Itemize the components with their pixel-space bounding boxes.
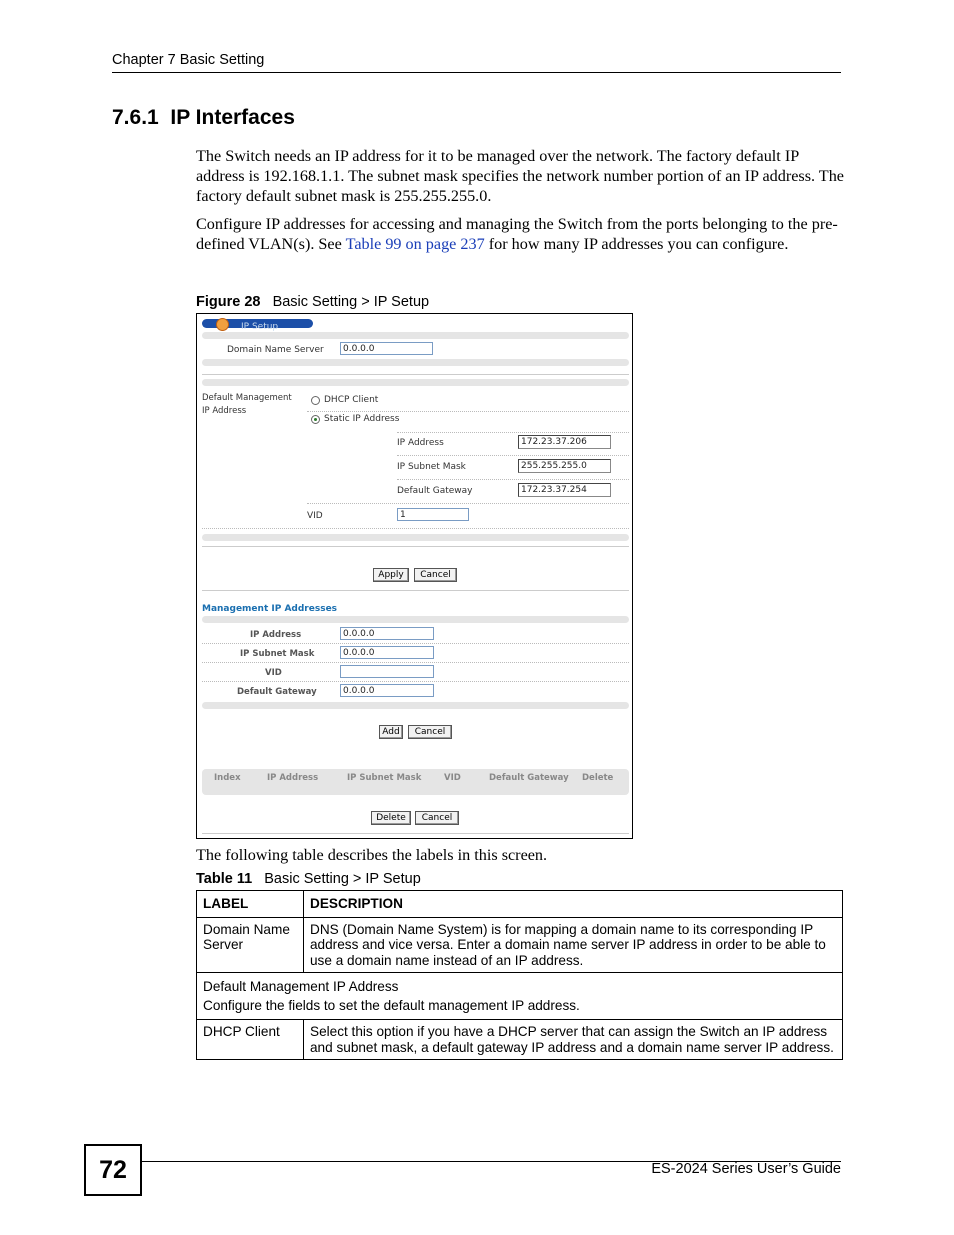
mgmt-gateway-input[interactable]: 0.0.0.0 bbox=[340, 684, 434, 697]
default-gateway-label: Default Gateway bbox=[397, 486, 473, 496]
apply-button[interactable]: Apply bbox=[373, 568, 409, 582]
divider bbox=[202, 681, 629, 682]
table-row bbox=[197, 1020, 843, 1060]
row-description: Select this option if you have a DHCP server that can assign the Switch an IP address and subnet mask, a default gateway IP address and a domain name server IP address. bbox=[304, 1020, 843, 1060]
cancel-button[interactable]: Cancel bbox=[408, 725, 452, 739]
col-ip-address: IP Address bbox=[267, 773, 319, 783]
figure-caption bbox=[196, 294, 429, 310]
domain-name-server-label: Domain Name Server bbox=[227, 345, 324, 355]
delete-button[interactable]: Delete bbox=[371, 811, 411, 825]
dhcp-client-label: DHCP Client bbox=[324, 395, 379, 405]
vid-label: VID bbox=[307, 511, 323, 521]
cancel-button[interactable]: Cancel bbox=[414, 568, 457, 582]
band-bottom bbox=[202, 702, 629, 709]
table-row bbox=[197, 917, 843, 973]
col-subnet-mask: IP Subnet Mask bbox=[347, 773, 422, 783]
band-top bbox=[202, 332, 629, 339]
col-vid: VID bbox=[444, 773, 461, 783]
description-header: DESCRIPTION bbox=[304, 891, 843, 918]
divider bbox=[397, 432, 629, 433]
vid-input[interactable]: 1 bbox=[397, 508, 469, 521]
add-button[interactable]: Add bbox=[379, 725, 403, 739]
divider bbox=[397, 455, 629, 456]
ip-setup-title: IP Setup bbox=[241, 322, 279, 332]
divider bbox=[202, 546, 629, 547]
mgmt-ip-input[interactable]: 0.0.0.0 bbox=[340, 627, 434, 640]
section-row-title: Default Management IP Address bbox=[203, 979, 399, 994]
row-label: Domain Name Server bbox=[197, 917, 304, 973]
divider bbox=[397, 479, 629, 480]
figure-caption-text: Basic Setting > IP Setup bbox=[272, 294, 430, 310]
subnet-mask-input[interactable]: 255.255.255.0 bbox=[518, 459, 611, 473]
subnet-mask-label: IP Subnet Mask bbox=[397, 462, 466, 472]
mgmt-vid-label: VID bbox=[265, 668, 282, 678]
static-ip-radio[interactable] bbox=[311, 415, 320, 424]
mgmt-section-title: Management IP Addresses bbox=[202, 604, 338, 614]
divider bbox=[307, 503, 629, 504]
ip-address-input[interactable]: 172.23.37.206 bbox=[518, 435, 611, 449]
row-description: DNS (Domain Name System) is for mapping a domain name to its corresponding IP address and vice versa. Enter a domain name server IP address in order to be able to use a domain name instead of an IP address. bbox=[304, 917, 843, 973]
mgmt-mask-input[interactable]: 0.0.0.0 bbox=[340, 646, 434, 659]
dhcp-client-radio[interactable] bbox=[311, 396, 320, 405]
table-label: Table 11 bbox=[196, 871, 253, 887]
divider bbox=[202, 643, 629, 644]
mgmt-vid-input[interactable] bbox=[340, 665, 434, 678]
config-paragraph bbox=[196, 214, 846, 254]
col-delete: Delete bbox=[582, 773, 614, 783]
divider bbox=[202, 374, 629, 375]
mgmt-gateway-label: Default Gateway bbox=[237, 687, 317, 697]
default-gateway-input[interactable]: 172.23.37.254 bbox=[518, 483, 611, 497]
config-text-after: for how many IP addresses you can configure. bbox=[484, 235, 789, 253]
cancel-button[interactable]: Cancel bbox=[415, 811, 459, 825]
section-title: 7.6.1 IP Interfaces bbox=[112, 106, 295, 129]
ip-address-label: IP Address bbox=[397, 438, 444, 448]
label-header: LABEL bbox=[197, 891, 304, 918]
domain-name-server-input[interactable]: 0.0.0.0 bbox=[340, 342, 433, 355]
table-row bbox=[197, 973, 843, 1020]
col-default-gateway: Default Gateway bbox=[489, 773, 569, 783]
band-bottom bbox=[202, 534, 629, 541]
figure-label: Figure 28 bbox=[196, 294, 261, 310]
band-top bbox=[202, 616, 629, 623]
divider bbox=[202, 590, 629, 591]
band-top bbox=[202, 379, 629, 386]
table-intro: The following table describes the labels in this screen. bbox=[196, 846, 548, 864]
header-rule bbox=[112, 72, 841, 73]
table-caption bbox=[196, 871, 421, 887]
section-row-description: Configure the fields to set the default management IP address. bbox=[203, 998, 580, 1013]
table-caption-text: Basic Setting > IP Setup bbox=[264, 871, 421, 887]
mgmt-ip-label: IP Address bbox=[250, 630, 302, 640]
divider bbox=[202, 833, 629, 834]
mgmt-mask-label: IP Subnet Mask bbox=[240, 649, 315, 659]
col-index: Index bbox=[214, 773, 241, 783]
table-99-link[interactable]: Table 99 on page 237 bbox=[345, 235, 485, 253]
divider bbox=[307, 411, 629, 412]
default-mgmt-ip-label: Default Management IP Address bbox=[202, 393, 292, 416]
label-description-table bbox=[196, 890, 843, 1060]
divider bbox=[202, 662, 629, 663]
page-number: 72 bbox=[84, 1144, 142, 1196]
ip-setup-screenshot bbox=[196, 313, 633, 839]
section-row bbox=[197, 973, 843, 1020]
static-ip-label: Static IP Address bbox=[324, 414, 400, 424]
band-bottom bbox=[202, 359, 629, 366]
config-text-before: Configure IP addresses for accessing and managing the Switch from the ports belonging to the pre-defined VLAN(s). See bbox=[196, 215, 838, 253]
divider bbox=[202, 528, 629, 529]
guide-title: ES-2024 Series User’s Guide bbox=[651, 1161, 841, 1177]
table-header-row bbox=[197, 891, 843, 918]
chapter-header: Chapter 7 Basic Setting bbox=[112, 52, 265, 68]
globe-icon bbox=[216, 318, 229, 331]
intro-paragraph: The Switch needs an IP address for it to be managed over the network. The factory default IP address is 192.168.1.1. The subnet mask specifies the network number portion of an IP address. The factory default subnet mask is 255.255.255.0. bbox=[196, 147, 844, 205]
row-label: DHCP Client bbox=[197, 1020, 304, 1060]
